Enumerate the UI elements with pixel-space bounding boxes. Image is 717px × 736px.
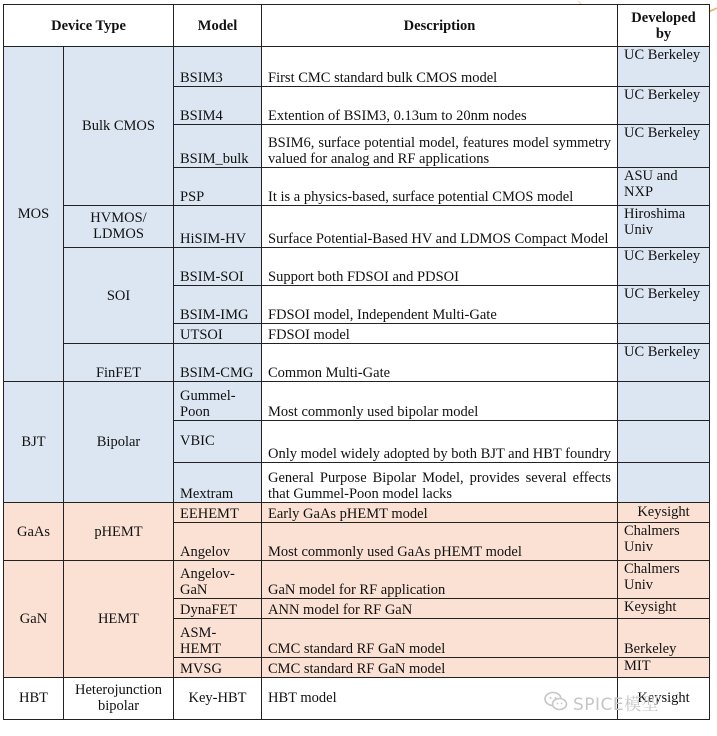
model-cell: Angelov — [174, 523, 262, 561]
table-row — [4, 47, 710, 87]
model-cell: EEHEMT — [174, 502, 262, 522]
model-cell: Gummel-Poon — [174, 382, 262, 420]
description-cell: Most commonly used bipolar model — [262, 382, 618, 420]
developer-cell: UC Berkeley — [618, 125, 710, 167]
developer-cell — [618, 324, 710, 344]
model-cell: VBIC — [174, 420, 262, 462]
description-cell: HBT model — [262, 677, 618, 719]
model-cell: ASM-HEMT — [174, 619, 262, 657]
developer-cell: Keysight — [618, 677, 710, 719]
description-cell: CMC standard RF GaN model — [262, 619, 618, 657]
wechat-logo-icon — [544, 690, 568, 712]
developer-cell — [618, 462, 710, 502]
header-model: Model — [174, 5, 262, 47]
model-cell: HiSIM-HV — [174, 205, 262, 247]
developer-cell: Chalmers Univ — [618, 523, 710, 561]
description-cell: Surface Potential-Based HV and LDMOS Compact Model — [262, 205, 618, 247]
subcategory-bulk-cmos: Bulk CMOS — [64, 47, 174, 206]
description-cell: It is a physics-based, surface potential CMOS model — [262, 167, 618, 205]
model-cell: UTSOI — [174, 324, 262, 344]
description-cell: CMC standard RF GaN model — [262, 657, 618, 677]
description-cell: BSIM6, surface potential model, features model symmetry valued for analog and RF applications — [262, 125, 618, 167]
developer-cell: UC Berkeley — [618, 87, 710, 125]
model-cell: BSIM-IMG — [174, 286, 262, 324]
subcategory-hvmos-ldmos: HVMOS/ LDMOS — [64, 205, 174, 247]
subcategory-bipolar: Bipolar — [64, 382, 174, 503]
developer-cell: UC Berkeley — [618, 47, 710, 87]
developer-cell: Keysight — [618, 502, 710, 522]
developer-cell: Berkeley — [618, 619, 710, 657]
description-cell: Common Multi-Gate — [262, 344, 618, 382]
developer-cell: ASU and NXP — [618, 167, 710, 205]
subcategory-soi: SOI — [64, 247, 174, 343]
description-cell: Only model widely adopted by both BJT and HBT foundry — [262, 420, 618, 462]
category-gan: GaN — [4, 561, 64, 677]
table-row — [4, 561, 710, 599]
subcategory-hemt: HEMT — [64, 561, 174, 677]
description-cell: FDSOI model — [262, 324, 618, 344]
developer-cell — [618, 382, 710, 420]
table-row — [4, 502, 710, 522]
category-hbt: HBT — [4, 677, 64, 719]
model-cell: Mextram — [174, 462, 262, 502]
developer-cell: Keysight — [618, 599, 710, 619]
model-cell: PSP — [174, 167, 262, 205]
description-cell: Support both FDSOI and PDSOI — [262, 247, 618, 285]
model-cell: BSIM3 — [174, 47, 262, 87]
model-cell: DynaFET — [174, 599, 262, 619]
model-cell: MVSG — [174, 657, 262, 677]
developer-cell: UC Berkeley — [618, 286, 710, 324]
subcategory-heterojunction-bipolar: Heterojunction bipolar — [64, 677, 174, 719]
subcategory-phemt: pHEMT — [64, 502, 174, 560]
model-cell: BSIM-SOI — [174, 247, 262, 285]
model-cell: BSIM_bulk — [174, 125, 262, 167]
table-row — [4, 344, 710, 382]
category-mos: MOS — [4, 47, 64, 382]
subcategory-finfet: FinFET — [64, 344, 174, 382]
description-cell: GaN model for RF application — [262, 561, 618, 599]
description-cell: First CMC standard bulk CMOS model — [262, 47, 618, 87]
developer-cell: MIT — [618, 657, 710, 677]
model-cell: Key-HBT — [174, 677, 262, 719]
watermark-text: SPICE模型 — [573, 695, 660, 715]
category-bjt: BJT — [4, 382, 64, 503]
description-cell: Early GaAs pHEMT model — [262, 502, 618, 522]
table-row — [4, 247, 710, 285]
description-cell: Most commonly used GaAs pHEMT model — [262, 523, 618, 561]
developer-cell: Chalmers Univ — [618, 561, 710, 599]
table-row — [4, 382, 710, 420]
developer-cell: UC Berkeley — [618, 247, 710, 285]
developer-cell: Hiroshima Univ — [618, 205, 710, 247]
description-cell: General Purpose Bipolar Model, provides several effects that Gummel-Poon model lacks — [262, 462, 618, 502]
header-description: Description — [262, 5, 618, 47]
header-device-type: Device Type — [4, 5, 174, 47]
table-row — [4, 205, 710, 247]
developer-cell — [618, 420, 710, 462]
model-cell: BSIM-CMG — [174, 344, 262, 382]
category-gaas: GaAs — [4, 502, 64, 560]
description-cell: FDSOI model, Independent Multi-Gate — [262, 286, 618, 324]
model-cell: BSIM4 — [174, 87, 262, 125]
header-developed-by: Developed by — [618, 5, 710, 47]
description-cell: ANN model for RF GaN — [262, 599, 618, 619]
developer-cell: UC Berkeley — [618, 344, 710, 382]
description-cell: Extention of BSIM3, 0.13um to 20nm nodes — [262, 87, 618, 125]
table-header-row — [4, 5, 710, 47]
device-model-table — [3, 4, 710, 720]
model-cell: Angelov-GaN — [174, 561, 262, 599]
